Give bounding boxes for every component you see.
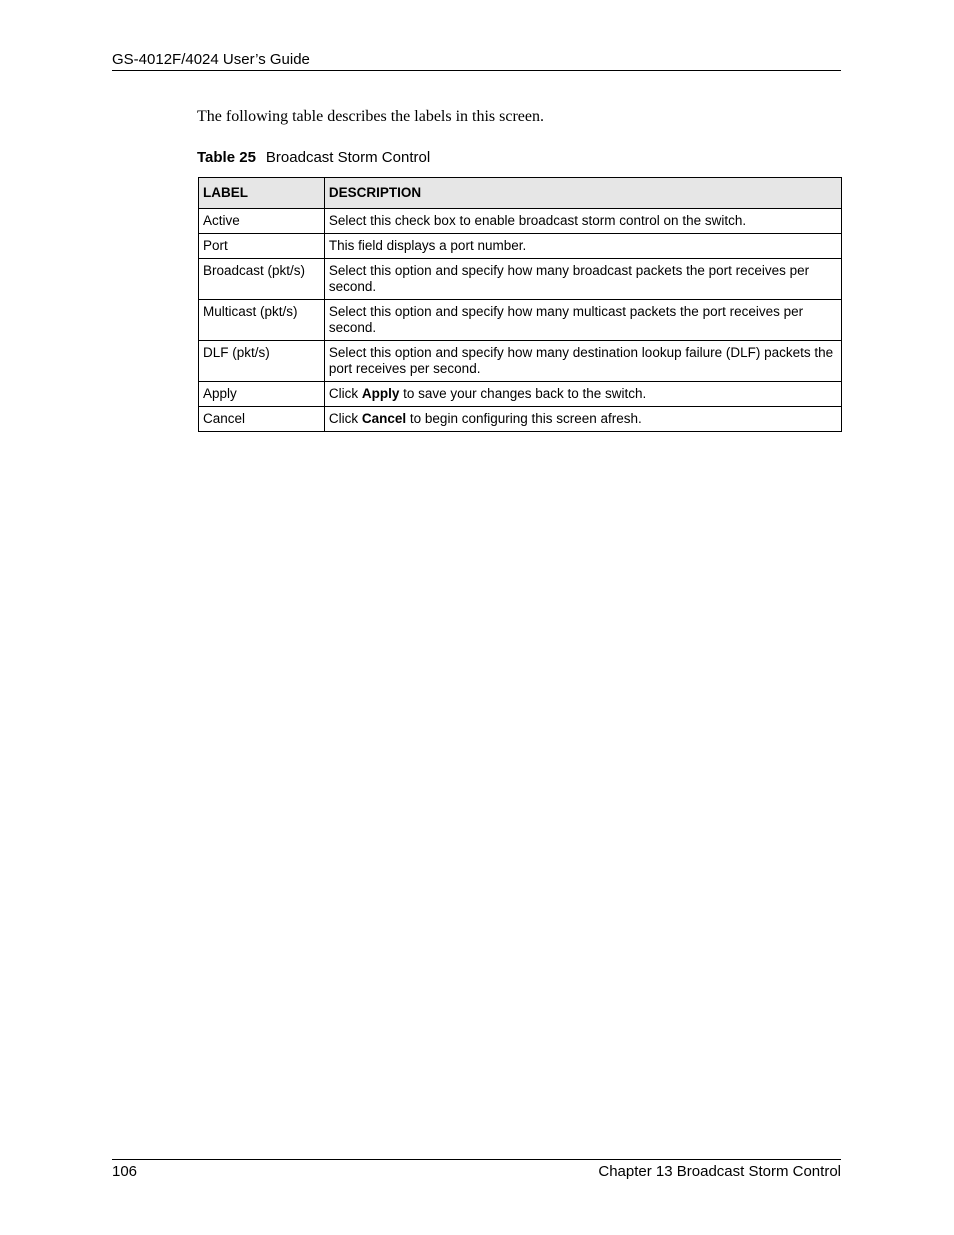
page-footer bbox=[112, 1159, 841, 1181]
row-description: Select this check box to enable broadcast storm control on the switch. bbox=[324, 209, 841, 234]
description-text: Click bbox=[328, 386, 362, 401]
row-label: Multicast (pkt/s) bbox=[199, 300, 325, 341]
table-row bbox=[199, 209, 842, 234]
table-caption bbox=[197, 149, 430, 167]
table-row bbox=[199, 382, 842, 407]
description-text: to save your changes back to the switch. bbox=[399, 386, 647, 401]
row-label: Apply bbox=[199, 382, 325, 407]
document-title: GS-4012F/4024 User’s Guide bbox=[112, 51, 310, 68]
intro-paragraph: The following table describes the labels in this screen. bbox=[197, 108, 545, 125]
row-label: Active bbox=[199, 209, 325, 234]
row-description: Select this option and specify how many broadcast packets the port receives per second. bbox=[324, 259, 841, 300]
row-description bbox=[324, 407, 841, 432]
description-bold-term: Apply bbox=[361, 386, 400, 401]
table-row bbox=[199, 259, 842, 300]
table-row bbox=[199, 234, 842, 259]
table-number: Table 25 bbox=[197, 149, 256, 166]
table-row bbox=[199, 341, 842, 382]
page-header bbox=[112, 51, 841, 71]
row-description: Select this option and specify how many multicast packets the port receives per second. bbox=[324, 300, 841, 341]
description-text: to begin configuring this screen afresh. bbox=[406, 411, 642, 426]
table-title: Broadcast Storm Control bbox=[265, 149, 431, 166]
page-number: 106 bbox=[112, 1163, 138, 1180]
table-row bbox=[199, 407, 842, 432]
row-description: Select this option and specify how many destination lookup failure (DLF) packets the port receives per second. bbox=[324, 341, 841, 382]
label-description-table bbox=[198, 177, 842, 432]
column-header-label: LABEL bbox=[199, 178, 325, 209]
row-label: Cancel bbox=[199, 407, 325, 432]
chapter-title: Chapter 13 Broadcast Storm Control bbox=[598, 1163, 841, 1180]
description-text: Click bbox=[328, 411, 362, 426]
row-label: Port bbox=[199, 234, 325, 259]
table-row bbox=[199, 300, 842, 341]
table-header-row bbox=[199, 178, 842, 209]
row-description bbox=[324, 382, 841, 407]
row-description: This field displays a port number. bbox=[324, 234, 841, 259]
row-label: Broadcast (pkt/s) bbox=[199, 259, 325, 300]
row-label: DLF (pkt/s) bbox=[199, 341, 325, 382]
description-bold-term: Cancel bbox=[361, 411, 407, 426]
column-header-description: DESCRIPTION bbox=[324, 178, 841, 209]
